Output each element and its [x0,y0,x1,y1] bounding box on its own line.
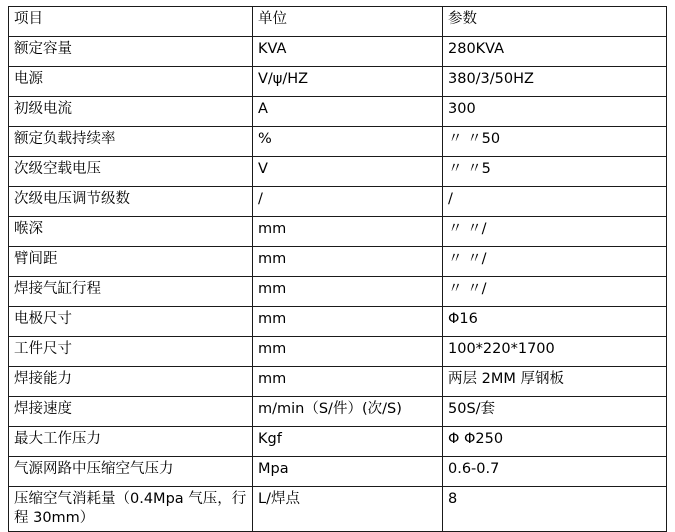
table-row [9,157,667,187]
cell-item: 焊接能力 [9,367,253,397]
table-row [9,127,667,157]
cell-unit: KVA [253,37,443,67]
cell-parameter: 〃 〃5 [443,157,667,187]
cell-item: 最大工作压力 [9,427,253,457]
cell-item: 压缩空气消耗量（0.4Mpa 气压，行程 30mm） [9,487,253,532]
cell-parameter: 300 [443,97,667,127]
table-row [9,307,667,337]
cell-unit: Mpa [253,457,443,487]
column-header-item: 项目 [9,7,253,37]
cell-unit: mm [253,217,443,247]
cell-parameter: 50S/套 [443,397,667,427]
table-row [9,37,667,67]
cell-unit: A [253,97,443,127]
cell-parameter: 280KVA [443,37,667,67]
cell-item: 次级电压调节级数 [9,187,253,217]
cell-parameter: 100*220*1700 [443,337,667,367]
cell-unit: L/焊点 [253,487,443,532]
cell-unit: V/ψ/HZ [253,67,443,97]
table-row [9,397,667,427]
cell-parameter: Φ Φ250 [443,427,667,457]
cell-item: 臂间距 [9,247,253,277]
table-row [9,217,667,247]
column-header-unit: 单位 [253,7,443,37]
table-row [9,367,667,397]
cell-parameter: / [443,187,667,217]
cell-unit: mm [253,247,443,277]
cell-parameter: 〃 〃/ [443,247,667,277]
cell-parameter: 〃 〃50 [443,127,667,157]
cell-item: 工件尺寸 [9,337,253,367]
cell-parameter: 0.6-0.7 [443,457,667,487]
cell-unit: mm [253,367,443,397]
table-row [9,247,667,277]
cell-unit: Kgf [253,427,443,457]
table-row [9,337,667,367]
cell-item: 焊接气缸行程 [9,277,253,307]
cell-item: 电源 [9,67,253,97]
cell-parameter: 〃 〃/ [443,277,667,307]
table-row [9,187,667,217]
table-row [9,97,667,127]
cell-item: 次级空载电压 [9,157,253,187]
cell-unit: / [253,187,443,217]
table-row [9,487,667,532]
table-row [9,457,667,487]
cell-item: 电极尺寸 [9,307,253,337]
table-row [9,427,667,457]
table-header-row [9,7,667,37]
table-row [9,67,667,97]
cell-item: 喉深 [9,217,253,247]
cell-unit: mm [253,307,443,337]
cell-item: 焊接速度 [9,397,253,427]
cell-unit: % [253,127,443,157]
table-row [9,277,667,307]
cell-item: 初级电流 [9,97,253,127]
cell-unit: V [253,157,443,187]
cell-unit: mm [253,337,443,367]
cell-parameter: 380/3/50HZ [443,67,667,97]
column-header-parameter: 参数 [443,7,667,37]
cell-item: 气源网路中压缩空气压力 [9,457,253,487]
cell-parameter: 两层 2MM 厚钢板 [443,367,667,397]
cell-unit: mm [253,277,443,307]
cell-item: 额定容量 [9,37,253,67]
cell-unit: m/min（S/件）(次/S) [253,397,443,427]
cell-item: 额定负载持续率 [9,127,253,157]
cell-parameter: 〃 〃/ [443,217,667,247]
specification-table [8,6,667,532]
cell-parameter: Φ16 [443,307,667,337]
cell-parameter: 8 [443,487,667,532]
